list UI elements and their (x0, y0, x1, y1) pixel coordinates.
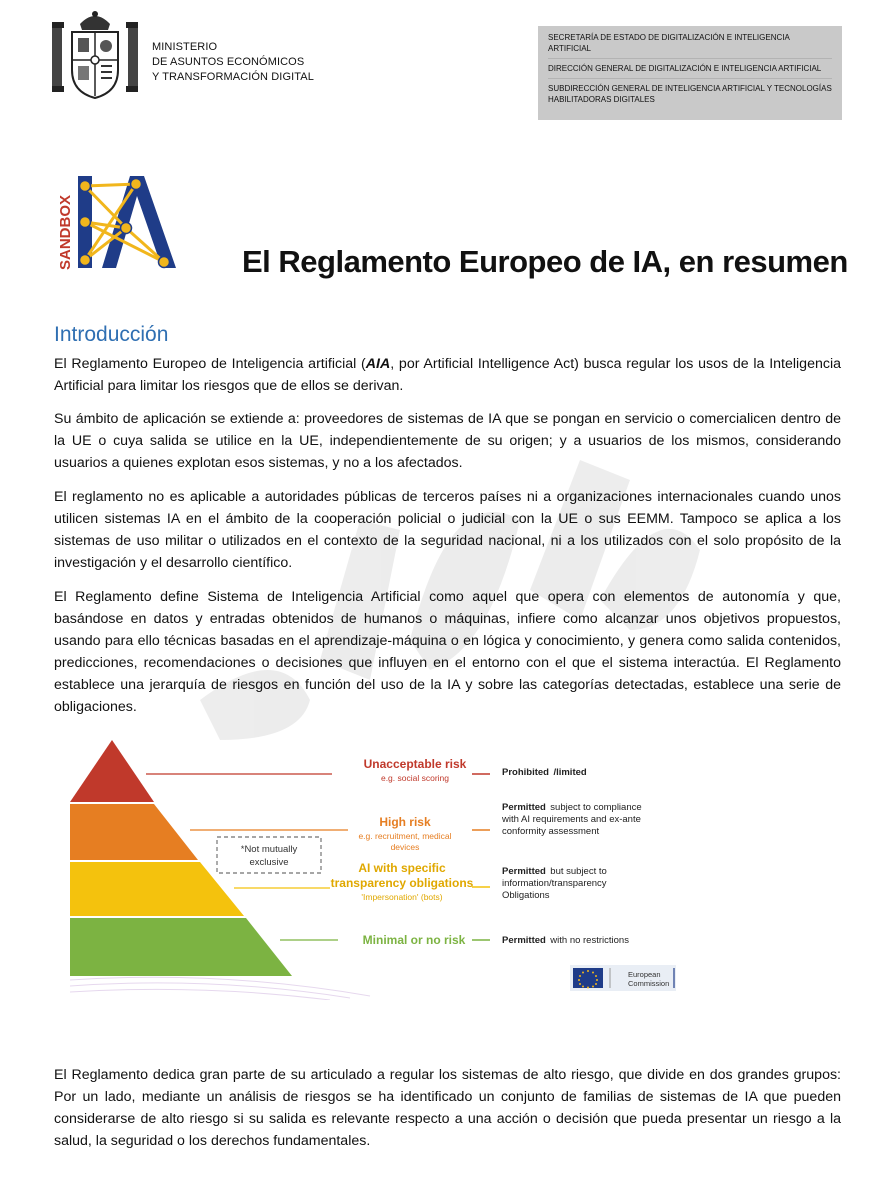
risk-example-high: e.g. recruitment, medical (358, 831, 452, 841)
paragraph-exclusions: El reglamento no es aplicable a autoridades públicas de terceros países ni a organizaciones internacionales cuando unos utilicen sistemas IA en el ámbito de la cooperación policial o judicial con la UE o sus EEMM. Tampoco se aplica a los sistemas de uso militar o utilizados en el contexto de la seguridad nacional, ni a los utilizados con el solo propósito de la investigación y el desarrollo científico. (54, 489, 841, 571)
risk-title-high: High risk (379, 815, 431, 829)
risk-example-unacceptable: e.g. social scoring (380, 773, 450, 783)
obligation-transparency (502, 861, 607, 878)
subdirectorate-line: SUBDIRECCIÓN GENERAL DE INTELIGENCIA ARTIFICIAL Y TECNOLOGÍAS HABILITADORAS DIGITALES (548, 84, 832, 104)
document-title: El Reglamento Europeo de IA, en resumen (242, 244, 848, 279)
aia-acronym: AIA (365, 356, 391, 372)
paragraph-high-risk: El Reglamento dedica gran parte de su articulado a regular los sistemas de alto riesgo, que divide en dos grandes grupos: Por un lado, mediante un análisis de riesgos se ha identificado un conjunto de familias de sistemas de IA que pueden considerarse de alto riesgo si su salida es relevante respecto a una acción o decisión que pueda presentar un riesgo a la salud, la seguridad o los derechos fundamentales. (54, 1067, 841, 1149)
figure-background-lines (70, 977, 370, 1000)
obligation-text: with no restrictions (550, 935, 629, 946)
pyramid-level-minimal (70, 918, 292, 976)
paragraph-scope: Su ámbito de aplicación se extiende a: proveedores de sistemas de IA que se pongan en servicio o comercialicen dentro de la UE o cuya salida se utilice en la UE, independientemente de su origen; y a usuarios de los mismos, considerando usuarios a quienes explotan esos sistemas, y no a los afectados. (54, 411, 841, 471)
text: El Reglamento Europeo de Inteligencia artificial ( (54, 356, 366, 372)
risk-pyramid-figure (70, 740, 690, 1000)
note-text: *Not mutually (240, 844, 298, 855)
obligation-minimal (502, 930, 629, 947)
ec-logo-text: European (628, 970, 661, 979)
ministry-line: DE ASUNTOS ECONÓMICOS (152, 56, 305, 68)
text: , por Artificial Intelligence Act) busca regular los usos de la Inteligencia Artificial para limitar los riesgos que de ellos se derivan. (54, 356, 841, 394)
risk-title-transparency: transparency obligations (330, 876, 474, 890)
obligation-bold: Permitted (502, 866, 546, 877)
directorate-line: DIRECCIÓN GENERAL DE DIGITALIZACIÓN E INTELIGENCIA ARTIFICIAL (548, 63, 832, 79)
secretariat-box (538, 26, 842, 120)
risk-title-unacceptable: Unacceptable risk (363, 757, 467, 771)
obligation-text: Obligations (502, 890, 550, 901)
risk-example-high: devices (390, 842, 420, 852)
obligation-text: subject to compliance (550, 802, 642, 813)
obligation-text: information/transparency (502, 878, 607, 889)
sandbox-ia-logo (56, 172, 180, 272)
obligation-unacceptable (502, 762, 587, 779)
paragraph-intro (54, 353, 841, 397)
risk-title-transparency: AI with specific (358, 861, 446, 875)
ec-logo-text: Commission (628, 979, 670, 988)
sandbox-logo-text: SANDBOX (57, 194, 74, 270)
risk-example-transparency: 'Impersonation' (bots) (361, 892, 443, 902)
obligation-text: but subject to (550, 866, 607, 877)
ministry-name (152, 40, 314, 85)
paragraph-definition: El Reglamento define Sistema de Inteligencia Artificial como aquel que opera con elementos de autonomía y que, basándose en datos y entradas obtenidos de humanos o máquinas, infiere como alcanzar unos objetivos propuestos, usando para ello técnicas basadas en el aprendizaje-máquina o en lógica y conocimiento, y genera como salida contenidos, predicciones, recomendaciones o decisiones que influyen en el entorno con el que el sistema interactúa. El Reglamento establece una jerarquía de riesgos en función del uso de la IA y sobre las categorías detectadas, establece una serie de obligaciones. (54, 589, 841, 715)
obligation-bold: Permitted (502, 935, 546, 946)
obligation-text: conformity assessment (502, 826, 600, 837)
ministry-line: Y TRANSFORMACIÓN DIGITAL (152, 71, 314, 83)
obligation-bold: Prohibited (502, 767, 549, 778)
pyramid-level-unacceptable (70, 740, 154, 802)
secretariat-line: SECRETARÍA DE ESTADO DE DIGITALIZACIÓN E INTELIGENCIA ARTIFICIAL (548, 32, 832, 59)
risk-title-minimal: Minimal or no risk (362, 933, 466, 947)
ministry-line: MINISTERIO (152, 41, 218, 53)
pyramid-level-high (70, 804, 198, 860)
obligation-text: with AI requirements and ex-ante (502, 814, 641, 825)
obligation-text: /limited (553, 767, 587, 778)
section-title: Introducción (54, 323, 169, 346)
european-commission-logo (570, 965, 676, 991)
note-text: exclusive (249, 857, 289, 868)
coat-of-arms-logo (52, 8, 138, 102)
pyramid-level-transparency (70, 862, 244, 916)
obligation-bold: Permitted (502, 802, 546, 813)
obligation-high (502, 797, 642, 814)
